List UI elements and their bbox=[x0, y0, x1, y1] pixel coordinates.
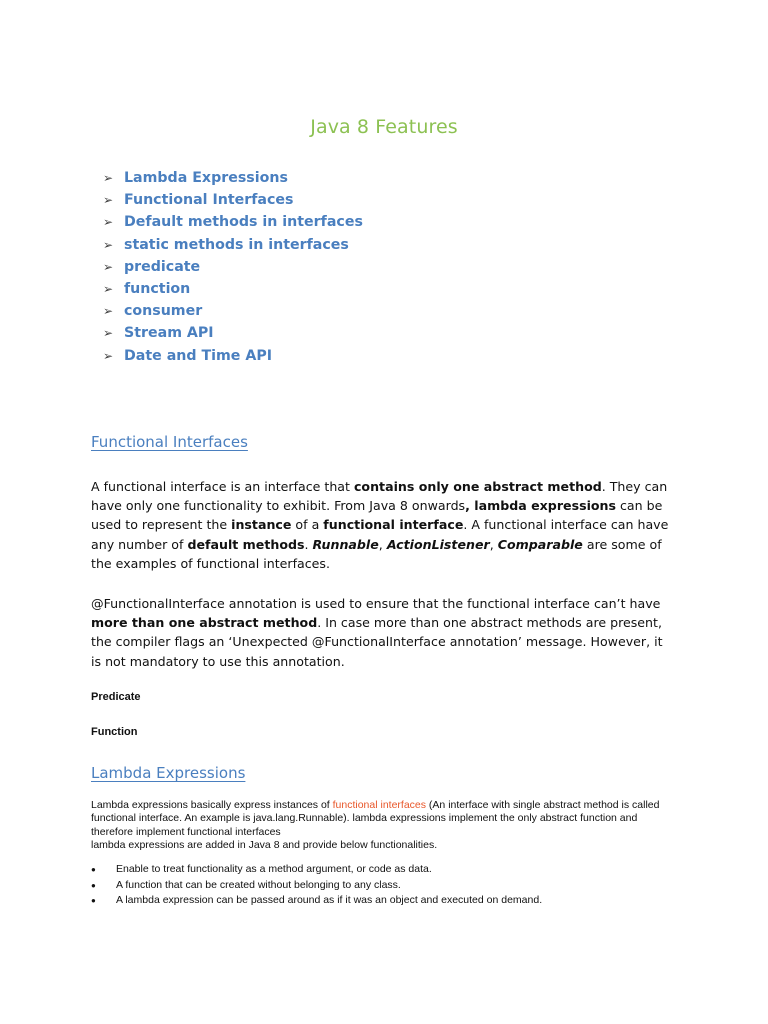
annotation-paragraph: @FunctionalInterface annotation is used to ensure that the functional interface can’t have more than one abstract method. In case more than one abstract methods are present, the compiler flags an ‘Unexpected @FunctionalInterface annotation’ message. However, it is not mandatory to use this annotation. bbox=[91, 596, 663, 669]
feature-label: Functional Interfaces bbox=[124, 192, 294, 209]
arrow-bullet-icon: ➢ bbox=[103, 171, 114, 185]
feature-item bbox=[103, 256, 363, 278]
lambda-paragraph: Lambda expressions basically express instances of functional interfaces (An interface with single abstract method is called functional interface. An example is java.lang.Runnable). lambda expressions implement the only abstract function and therefore implement functional interfaces lambda expressions are added in Java 8 and provide below functionalities. bbox=[91, 799, 660, 852]
feature-label: Lambda Expressions bbox=[124, 170, 288, 186]
function-heading: Function bbox=[91, 726, 138, 738]
arrow-bullet-icon: ➢ bbox=[103, 237, 114, 252]
feature-item bbox=[103, 189, 363, 211]
feature-label: Date and Time API bbox=[124, 347, 273, 364]
feature-label: static methods in interfaces bbox=[124, 236, 349, 253]
arrow-bullet-icon: ➢ bbox=[103, 193, 114, 208]
feature-item bbox=[103, 345, 363, 367]
feature-item bbox=[103, 300, 363, 322]
arrow-bullet-icon: ➢ bbox=[103, 215, 114, 230]
feature-item bbox=[103, 322, 363, 344]
arrow-bullet-icon: ➢ bbox=[103, 281, 114, 296]
feature-label: Stream API bbox=[124, 325, 214, 342]
functional-interfaces-heading: Functional Interfaces bbox=[91, 433, 248, 451]
feature-label: consumer bbox=[124, 303, 203, 320]
predicate-heading: Predicate bbox=[91, 691, 141, 703]
arrow-bullet-icon: ➢ bbox=[103, 259, 114, 274]
arrow-bullet-icon: ➢ bbox=[103, 304, 114, 319]
arrow-bullet-icon: ➢ bbox=[103, 348, 114, 363]
bullet-dot-icon: ● bbox=[91, 880, 96, 890]
feature-item bbox=[103, 167, 363, 189]
functional-interfaces-link[interactable]: functional interfaces bbox=[332, 799, 427, 811]
feature-item bbox=[103, 278, 363, 300]
lambda-bullet-list bbox=[91, 862, 542, 909]
feature-item bbox=[103, 211, 363, 233]
feature-item bbox=[103, 234, 363, 256]
lambda-expressions-heading: Lambda Expressions bbox=[91, 764, 246, 782]
list-item: ● Enable to treat functionality as a method argument, or code as data. bbox=[91, 862, 542, 878]
feature-label: predicate bbox=[124, 258, 201, 275]
feature-label: function bbox=[124, 280, 191, 297]
functional-interfaces-paragraph: A functional interface is an interface that contains only one abstract method. They can have only one functionality to exhibit. From Java 8 onwards, lambda expressions can be used to represent the instance of a functional interface. A functional interface can have any number of default methods. Runnable, ActionListener, Comparable are some of the examples of functional interfaces. bbox=[91, 479, 669, 571]
feature-list bbox=[103, 167, 363, 367]
bullet-dot-icon: ● bbox=[91, 865, 96, 874]
feature-label: Default methods in interfaces bbox=[124, 214, 363, 231]
bullet-dot-icon: ● bbox=[91, 896, 96, 905]
list-item: ● A lambda expression can be passed around as if it was an object and executed on demand. bbox=[91, 893, 542, 909]
page-title: Java 8 Features bbox=[310, 116, 458, 138]
list-item: ● A function that can be created without belonging to any class. bbox=[91, 878, 542, 894]
arrow-bullet-icon: ➢ bbox=[103, 326, 114, 341]
